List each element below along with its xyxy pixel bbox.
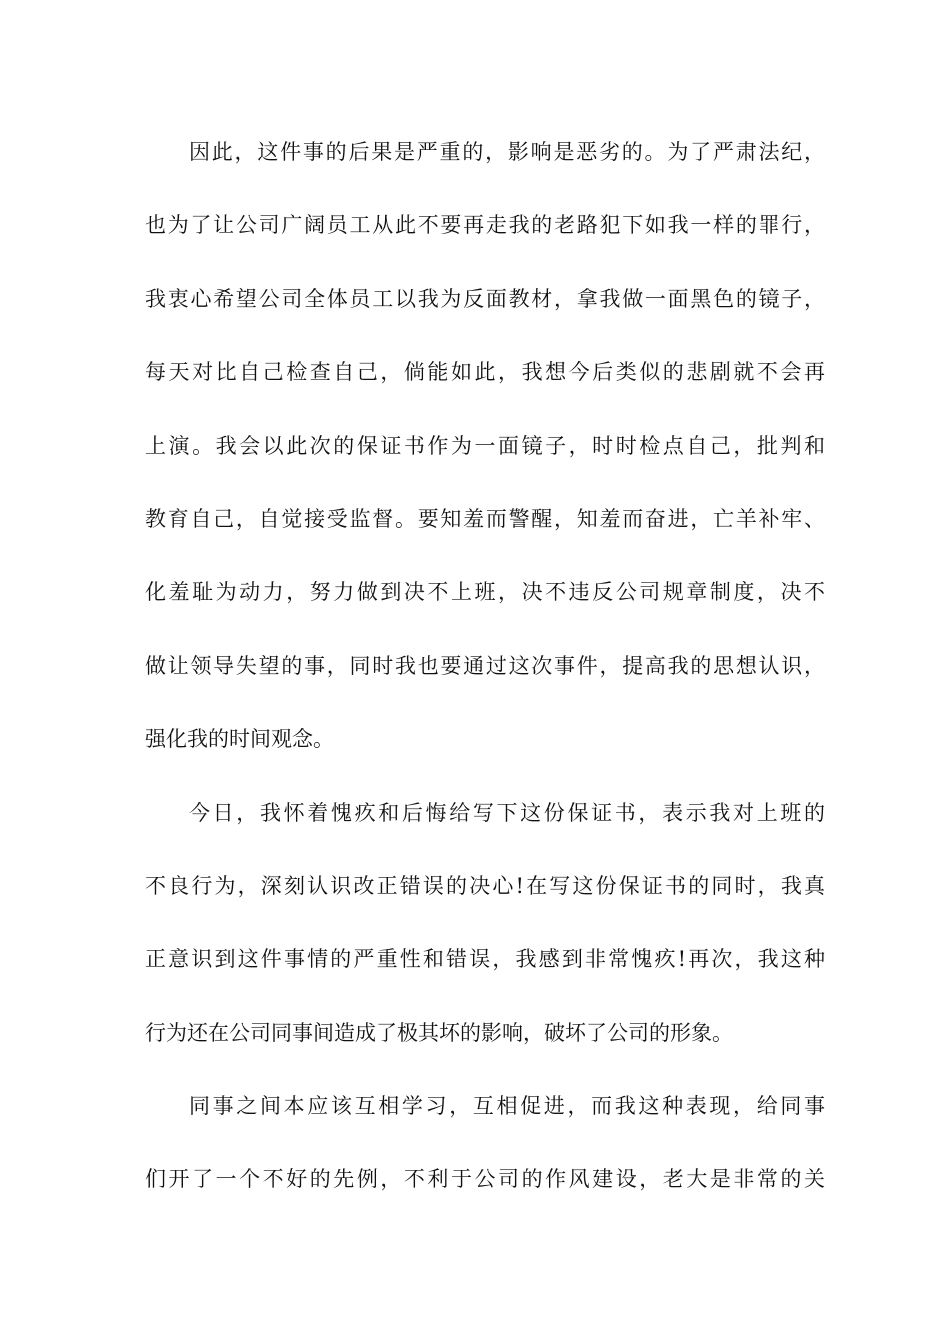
text-line: 们开了一个不好的先例，不利于公司的作风建设，老大是非常的关 [145, 1167, 825, 1192]
text-line: 化羞耻为动力，努力做到决不上班，决不违反公司规章制度，决不 [145, 580, 825, 605]
text-line: 不良行为，深刻认识改正错误的决心!在写这份保证书的同时，我真 [145, 873, 825, 898]
text-line: 正意识到这件事情的严重性和错误，我感到非常愧疚!再次，我这种 [145, 947, 825, 972]
paragraph-2 [145, 790, 825, 1084]
text-line: 上演。我会以此次的保证书作为一面镜子，时时检点自己，批判和 [145, 433, 825, 458]
text-line: 教育自己，自觉接受监督。要知羞而警醒，知羞而奋进，亡羊补牢、 [145, 506, 825, 531]
text-line: 因此，这件事的后果是严重的，影响是恶劣的。为了严肃法纪， [189, 140, 825, 164]
paragraph-3 [145, 1083, 825, 1230]
paragraph-1 [145, 129, 825, 790]
text-line: 行为还在公司同事间造成了极其坏的影响，破坏了公司的形象。 [145, 1020, 733, 1045]
text-line: 强化我的时间观念。 [145, 727, 334, 752]
text-line: 我衷心希望公司全体员工以我为反面教材，拿我做一面黑色的镜子， [145, 286, 825, 311]
text-line: 同事之间本应该互相学习，互相促进，而我这种表现，给同事 [189, 1094, 825, 1119]
text-line: 每天对比自己检查自己，倘能如此，我想今后类似的悲剧就不会再 [145, 360, 825, 385]
document-body [145, 129, 825, 1230]
text-line: 今日，我怀着愧疚和后悔给写下这份保证书，表示我对上班的 [189, 800, 825, 825]
text-line: 做让领导失望的事，同时我也要通过这次事件，提高我的思想认识， [145, 653, 825, 678]
text-line: 也为了让公司广阔员工从此不要再走我的老路犯下如我一样的罪行， [145, 213, 825, 238]
